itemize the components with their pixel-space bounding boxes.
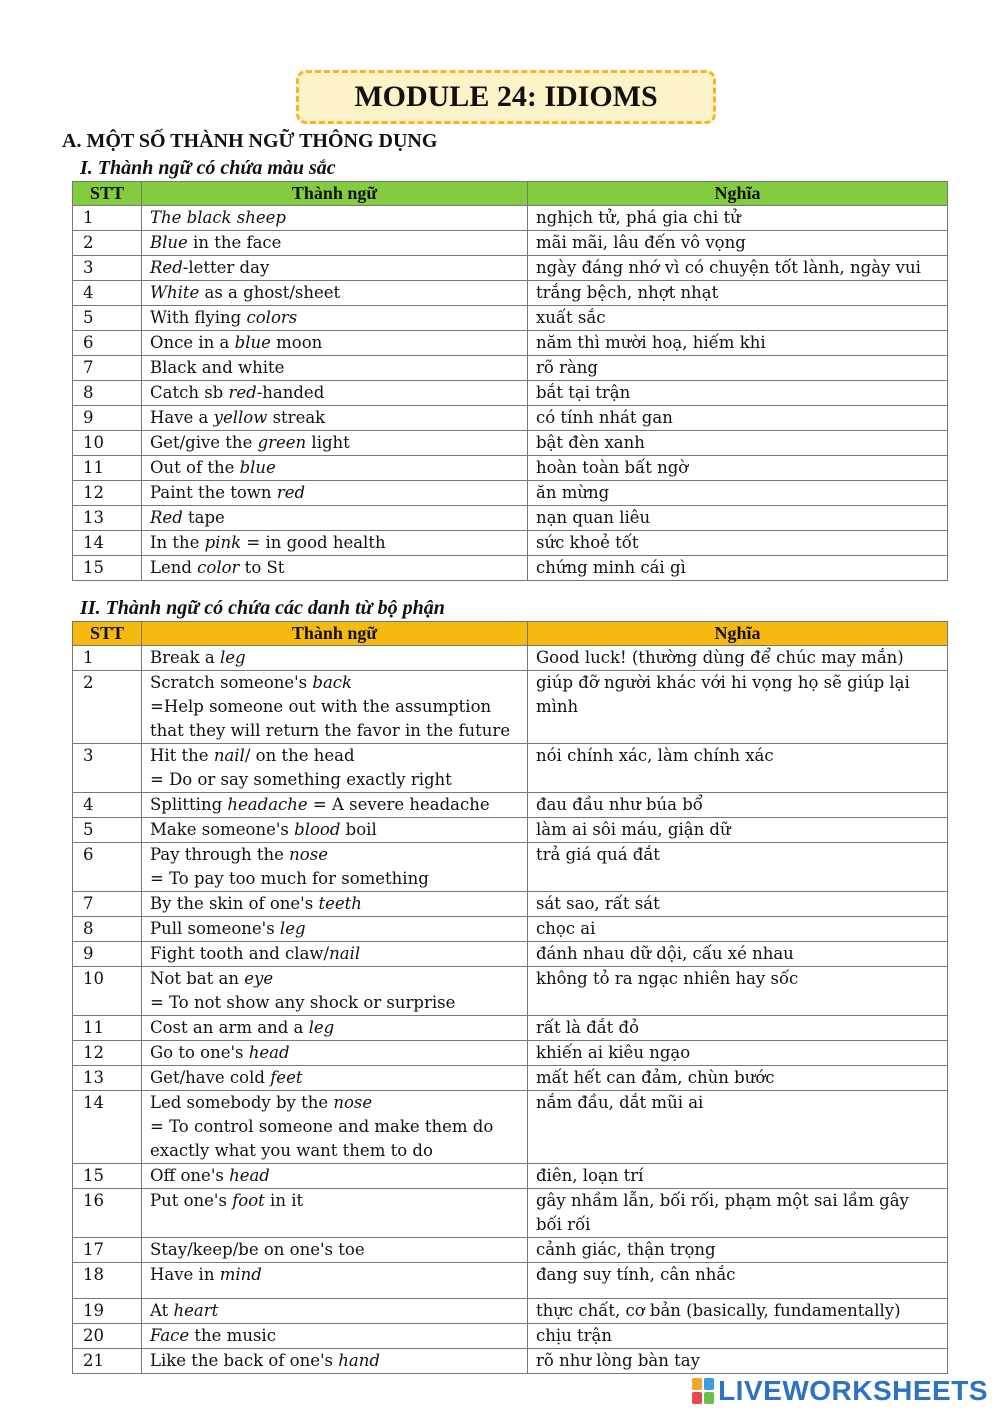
meaning-cell: chọc ai	[528, 917, 948, 942]
brand-name: LIVEWORKSHEETS	[718, 1375, 988, 1406]
meaning-cell: đau đầu như búa bổ	[528, 793, 948, 818]
color-idioms-table	[72, 181, 948, 581]
row-number: 13	[73, 506, 142, 531]
row-number: 7	[73, 356, 142, 381]
idiom-cell: Stay/keep/be on one's toe	[142, 1238, 528, 1263]
table-row	[73, 231, 948, 256]
row-number: 7	[73, 892, 142, 917]
idiom-cell: Pull someone's leg	[142, 917, 528, 942]
idiom-cell: Break a leg	[142, 646, 528, 671]
meaning-cell: sát sao, rất sát	[528, 892, 948, 917]
idiom-cell: Pay through the nose = To pay too much for something	[142, 843, 528, 892]
table-row	[73, 481, 948, 506]
meaning-cell: nghịch tử, phá gia chi tử	[528, 206, 948, 231]
table-header-row	[73, 182, 948, 206]
row-number: 9	[73, 406, 142, 431]
meaning-cell: đánh nhau dữ dội, cấu xé nhau	[528, 942, 948, 967]
meaning-cell: trả giá quá đắt	[528, 843, 948, 892]
table-row	[73, 1189, 948, 1238]
table-row	[73, 1091, 948, 1164]
meaning-cell: đang suy tính, cân nhắc	[528, 1263, 948, 1299]
header-stt: STT	[73, 622, 142, 646]
row-number: 15	[73, 556, 142, 581]
idiom-cell: Have a yellow streak	[142, 406, 528, 431]
row-number: 15	[73, 1164, 142, 1189]
table-row	[73, 556, 948, 581]
idiom-cell: Blue in the face	[142, 231, 528, 256]
page-title: MODULE 24: IDIOMS	[354, 80, 658, 113]
row-number: 1	[73, 646, 142, 671]
row-number: 11	[73, 456, 142, 481]
row-number: 9	[73, 942, 142, 967]
section-heading: A. MỘT SỐ THÀNH NGỮ THÔNG DỤNG	[62, 130, 438, 152]
header-idiom: Thành ngữ	[142, 622, 528, 646]
idiom-cell: White as a ghost/sheet	[142, 281, 528, 306]
logo-square	[704, 1392, 714, 1404]
row-number: 3	[73, 744, 142, 793]
row-number: 4	[73, 281, 142, 306]
table-row	[73, 671, 948, 744]
meaning-cell: xuất sắc	[528, 306, 948, 331]
table-row	[73, 331, 948, 356]
liveworksheets-brand	[692, 1374, 988, 1408]
table-row	[73, 967, 948, 1016]
row-number: 1	[73, 206, 142, 231]
row-number: 5	[73, 818, 142, 843]
idiom-cell: Splitting headache = A severe headache	[142, 793, 528, 818]
table-row	[73, 1016, 948, 1041]
row-number: 2	[73, 231, 142, 256]
meaning-cell: rõ ràng	[528, 356, 948, 381]
row-number: 8	[73, 381, 142, 406]
meaning-cell: trắng bệch, nhợt nhạt	[528, 281, 948, 306]
row-number: 3	[73, 256, 142, 281]
meaning-cell: năm thì mười hoạ, hiếm khi	[528, 331, 948, 356]
table-row	[73, 531, 948, 556]
idiom-cell: In the pink = in good health	[142, 531, 528, 556]
header-meaning: Nghĩa	[528, 182, 948, 206]
idiom-cell: Red-letter day	[142, 256, 528, 281]
idiom-cell: Get/give the green light	[142, 431, 528, 456]
table-row	[73, 892, 948, 917]
idiom-cell: Go to one's head	[142, 1041, 528, 1066]
idiom-cell: Led somebody by the nose = To control someone and make them do exactly what you want them to do	[142, 1091, 528, 1164]
table-row	[73, 917, 948, 942]
idiom-cell: Paint the town red	[142, 481, 528, 506]
idiom-cell: At heart	[142, 1299, 528, 1324]
table-row	[73, 306, 948, 331]
row-number: 4	[73, 793, 142, 818]
idiom-cell: Hit the nail/ on the head = Do or say something exactly right	[142, 744, 528, 793]
idiom-cell: Face the music	[142, 1324, 528, 1349]
row-number: 10	[73, 967, 142, 1016]
idiom-cell: Have in mind	[142, 1263, 528, 1299]
meaning-cell: nắm đầu, dắt mũi ai	[528, 1091, 948, 1164]
row-number: 20	[73, 1324, 142, 1349]
row-number: 18	[73, 1263, 142, 1299]
meaning-cell: mãi mãi, lâu đến vô vọng	[528, 231, 948, 256]
table-body	[73, 206, 948, 581]
table-row	[73, 1299, 948, 1324]
meaning-cell: làm ai sôi máu, giận dữ	[528, 818, 948, 843]
table-row	[73, 1324, 948, 1349]
idiom-cell: Out of the blue	[142, 456, 528, 481]
table-row	[73, 381, 948, 406]
meaning-cell: điên, loạn trí	[528, 1164, 948, 1189]
meaning-cell: ăn mừng	[528, 481, 948, 506]
idiom-cell: Black and white	[142, 356, 528, 381]
row-number: 2	[73, 671, 142, 744]
meaning-cell: nói chính xác, làm chính xác	[528, 744, 948, 793]
table-row	[73, 1066, 948, 1091]
table-row	[73, 456, 948, 481]
meaning-cell: chứng minh cái gì	[528, 556, 948, 581]
table-row	[73, 1238, 948, 1263]
table-row	[73, 1041, 948, 1066]
title-box	[296, 70, 716, 124]
meaning-cell: thực chất, cơ bản (basically, fundamentally)	[528, 1299, 948, 1324]
logo-square	[704, 1378, 714, 1390]
meaning-cell: bật đèn xanh	[528, 431, 948, 456]
table-header-row	[73, 622, 948, 646]
meaning-cell: cảnh giác, thận trọng	[528, 1238, 948, 1263]
row-number: 5	[73, 306, 142, 331]
idiom-cell: Like the back of one's hand	[142, 1349, 528, 1374]
row-number: 19	[73, 1299, 142, 1324]
row-number: 17	[73, 1238, 142, 1263]
meaning-cell: chịu trận	[528, 1324, 948, 1349]
table-row	[73, 356, 948, 381]
table-row	[73, 793, 948, 818]
row-number: 6	[73, 331, 142, 356]
header-idiom: Thành ngữ	[142, 182, 528, 206]
table-body	[73, 646, 948, 1374]
idiom-cell: Make someone's blood boil	[142, 818, 528, 843]
meaning-cell: sức khoẻ tốt	[528, 531, 948, 556]
idiom-cell: Not bat an eye = To not show any shock or surprise	[142, 967, 528, 1016]
row-number: 14	[73, 531, 142, 556]
table-row	[73, 1349, 948, 1374]
row-number: 21	[73, 1349, 142, 1374]
meaning-cell: có tính nhát gan	[528, 406, 948, 431]
row-number: 12	[73, 1041, 142, 1066]
row-number: 12	[73, 481, 142, 506]
row-number: 16	[73, 1189, 142, 1238]
logo-square	[692, 1392, 702, 1404]
table2-heading: II. Thành ngữ có chứa các danh từ bộ phận	[80, 597, 445, 619]
row-number: 13	[73, 1066, 142, 1091]
idiom-cell: Catch sb red-handed	[142, 381, 528, 406]
row-number: 11	[73, 1016, 142, 1041]
meaning-cell: hoàn toàn bất ngờ	[528, 456, 948, 481]
meaning-cell: không tỏ ra ngạc nhiên hay sốc	[528, 967, 948, 1016]
table-row	[73, 744, 948, 793]
header-stt: STT	[73, 182, 142, 206]
row-number: 14	[73, 1091, 142, 1164]
meaning-cell: giúp đỡ người khác với hi vọng họ sẽ giúp lại mình	[528, 671, 948, 744]
idiom-cell: Put one's foot in it	[142, 1189, 528, 1238]
table-row	[73, 406, 948, 431]
logo-square	[692, 1378, 702, 1390]
meaning-cell: rõ như lòng bàn tay	[528, 1349, 948, 1374]
table-row	[73, 646, 948, 671]
table-row	[73, 506, 948, 531]
table-row	[73, 431, 948, 456]
meaning-cell: Good luck! (thường dùng để chúc may mắn)	[528, 646, 948, 671]
table-row	[73, 256, 948, 281]
idiom-cell: Once in a blue moon	[142, 331, 528, 356]
idiom-cell: Lend color to St	[142, 556, 528, 581]
table-row	[73, 1164, 948, 1189]
row-number: 10	[73, 431, 142, 456]
meaning-cell: rất là đắt đỏ	[528, 1016, 948, 1041]
table-row	[73, 206, 948, 231]
idiom-cell: By the skin of one's teeth	[142, 892, 528, 917]
body-part-idioms-table	[72, 621, 948, 1374]
table-row	[73, 1263, 948, 1299]
idiom-cell: Cost an arm and a leg	[142, 1016, 528, 1041]
table-row	[73, 818, 948, 843]
row-number: 6	[73, 843, 142, 892]
meaning-cell: khiến ai kiêu ngạo	[528, 1041, 948, 1066]
idiom-cell: The black sheep	[142, 206, 528, 231]
idiom-cell: Off one's head	[142, 1164, 528, 1189]
idiom-cell: Get/have cold feet	[142, 1066, 528, 1091]
header-meaning: Nghĩa	[528, 622, 948, 646]
row-number: 8	[73, 917, 142, 942]
idiom-cell: Scratch someone's back =Help someone out with the assumption that they will return the favor in the future	[142, 671, 528, 744]
idiom-cell: Red tape	[142, 506, 528, 531]
meaning-cell: gây nhầm lẫn, bối rối, phạm một sai lầm gây bối rối	[528, 1189, 948, 1238]
table-row	[73, 281, 948, 306]
table-row	[73, 942, 948, 967]
meaning-cell: bắt tại trận	[528, 381, 948, 406]
meaning-cell: ngày đáng nhớ vì có chuyện tốt lành, ngày vui	[528, 256, 948, 281]
meaning-cell: mất hết can đảm, chùn bước	[528, 1066, 948, 1091]
table1-heading: I. Thành ngữ có chứa màu sắc	[80, 157, 336, 179]
idiom-cell: With flying colors	[142, 306, 528, 331]
table-row	[73, 843, 948, 892]
idiom-cell: Fight tooth and claw/nail	[142, 942, 528, 967]
meaning-cell: nạn quan liêu	[528, 506, 948, 531]
liveworksheets-logo-icon	[692, 1378, 714, 1404]
